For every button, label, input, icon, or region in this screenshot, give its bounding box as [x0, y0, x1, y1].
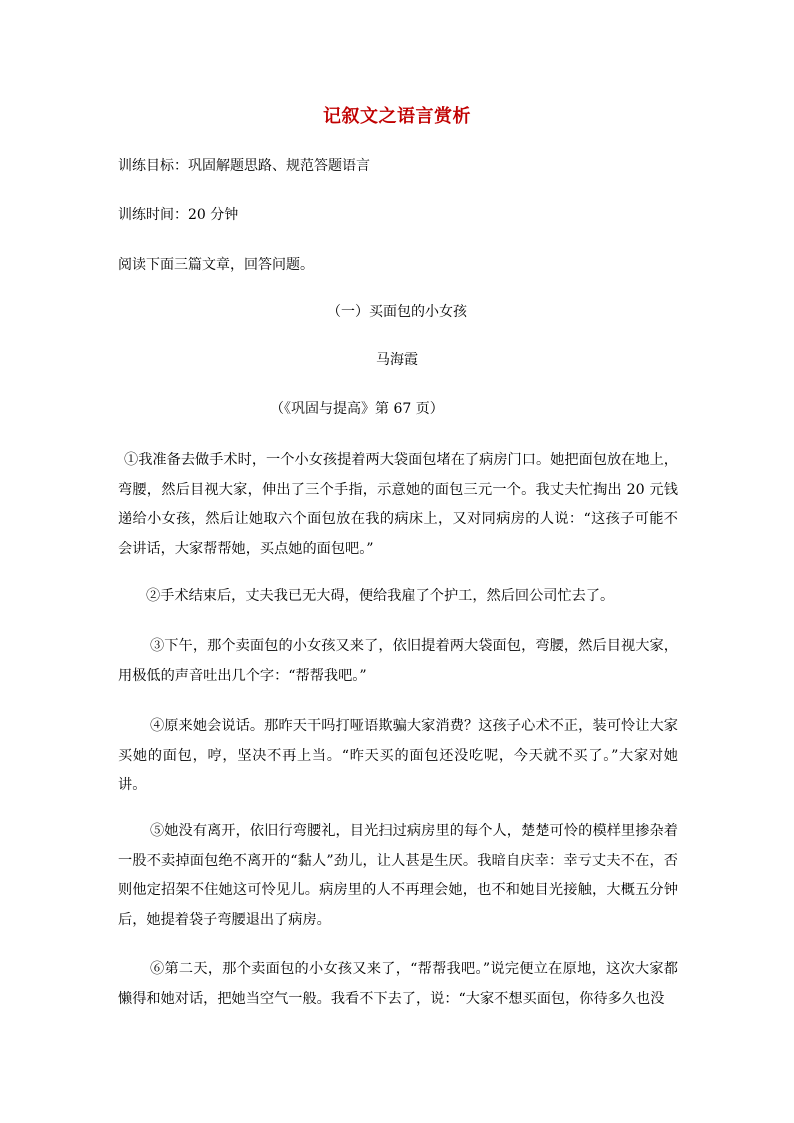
article-author: 马海霞	[376, 352, 418, 368]
paragraph-3: ③下午，那个卖面包的小女孩又来了，依旧提着两大袋面包，弯腰，然后目视大家，用极低的声音吐出几个字：“帮帮我吧。”	[118, 638, 678, 684]
article-source: （《巩固与提高》第 67 页）	[270, 401, 444, 417]
paragraph-2: ②手术结束后，丈夫我已无大碍，便给我雇了个护工，然后回公司忙去了。	[146, 588, 615, 604]
training-time: 训练时间：20 分钟	[118, 207, 239, 223]
article-title: （一）买面包的小女孩	[327, 304, 467, 320]
training-goal: 训练目标：巩固解题思路、规范答题语言	[118, 158, 370, 174]
paragraph-6: ⑥第二天，那个卖面包的小女孩又来了，“帮帮我吧。”说完便立在原地，这次大家都懒得和她对话，把她当空气一般。我看不下去了，说：“大家不想买面包，你待多久也没	[118, 961, 678, 1007]
paragraph-5: ⑤她没有离开，依旧行弯腰礼，目光扫过病房里的每个人，楚楚可怜的模样里掺杂着一股不卖掉面包绝不离开的“黏人”劲儿，让人甚是生厌。我暗自庆幸：幸亏丈夫不在，否则他定招架不住她这可怜见儿。病房里的人不再理会她，也不和她目光接触，大概五分钟后，她提着袋子弯腰退出了病房。	[118, 823, 678, 928]
paragraph-1: ①我准备去做手术时，一个小女孩提着两大袋面包堵在了病房门口。她把面包放在地上，弯腰，然后目视大家，伸出了三个手指，示意她的面包三元一个。我丈夫忙掏出 20 元钱递给小女孩，然后让她取六个面包放在我的病床上，又对同病房的人说：“这孩子可能不会讲话，大家帮帮她，买点她的面包吧。”	[118, 452, 678, 557]
paragraph-4: ④原来她会说话。那昨天干吗打哑语欺骗大家消费？这孩子心术不正，装可怜让大家买她的面包，哼，坚决不再上当。“昨天买的面包还没吃呢，今天就不买了。”大家对她讲。	[118, 718, 678, 793]
document-title: 记叙文之语言赏析	[323, 106, 471, 127]
reading-instruction: 阅读下面三篇文章，回答问题。	[118, 257, 314, 273]
